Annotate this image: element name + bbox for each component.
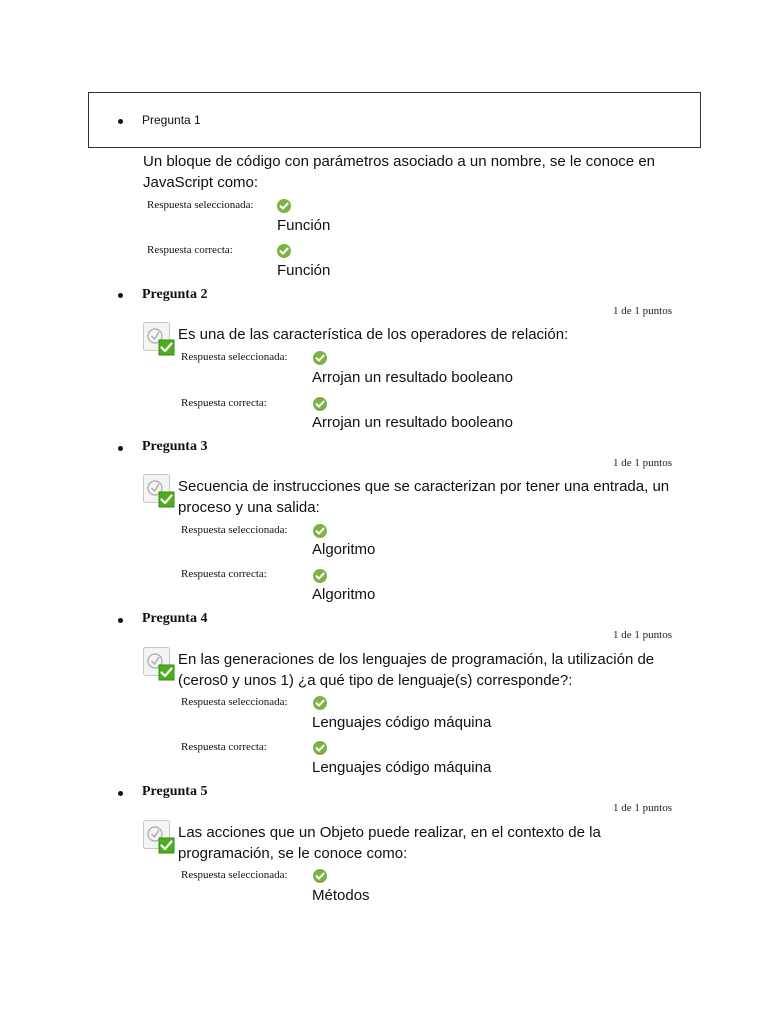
question-3-points: 1 de 1 puntos: [613, 457, 672, 469]
correct-check-icon: [313, 869, 327, 883]
question-1-text: Un bloque de código con parámetros asociado a un nombre, se le conoce en JavaScript como:: [143, 153, 655, 191]
selected-answer-label: Respuesta seleccionada:: [147, 199, 254, 211]
question-2-text: Es una de las característica de los operadores de relación:: [178, 326, 569, 343]
correct-answer-value: Algoritmo: [312, 586, 376, 603]
selected-answer-value: Algoritmo: [312, 541, 376, 558]
question-1-title: Pregunta 1: [142, 113, 201, 127]
selected-answer-value: Función: [277, 217, 331, 234]
question-graded-icon: [143, 647, 175, 681]
question-4-text: En las generaciones de los lenguajes de programación, la utilización de (ceros0 y unos 1) ¿a qué tipo de lenguaje(s) corresponde?:: [178, 651, 655, 689]
question-graded-icon: [143, 474, 175, 508]
question-5-title: Pregunta 5: [142, 784, 208, 799]
selected-answer-value: Métodos: [312, 887, 370, 904]
correct-answer-label: Respuesta correcta:: [181, 397, 267, 409]
bullet: [118, 618, 123, 623]
correct-answer-label: Respuesta correcta:: [147, 244, 233, 256]
correct-answer-label: Respuesta correcta:: [181, 741, 267, 753]
correct-check-icon: [313, 696, 327, 710]
selected-answer-label: Respuesta seleccionada:: [181, 351, 288, 363]
question-3-title: Pregunta 3: [142, 439, 208, 454]
bullet: [118, 791, 123, 796]
correct-answer-label: Respuesta correcta:: [181, 568, 267, 580]
selected-answer-label: Respuesta seleccionada:: [181, 869, 288, 881]
selected-answer-label: Respuesta seleccionada:: [181, 524, 288, 536]
selected-answer-value: Arrojan un resultado booleano: [312, 369, 513, 386]
bullet: [118, 446, 123, 451]
correct-check-icon: [277, 244, 291, 258]
question-2-points: 1 de 1 puntos: [613, 305, 672, 317]
selected-answer-label: Respuesta seleccionada:: [181, 696, 288, 708]
correct-check-icon: [313, 524, 327, 538]
question-graded-icon: [143, 820, 175, 854]
selected-answer-value: Lenguajes código máquina: [312, 714, 492, 731]
correct-check-icon: [313, 397, 327, 411]
correct-check-icon: [313, 351, 327, 365]
question-graded-icon: [143, 322, 175, 356]
correct-answer-value: Función: [277, 262, 331, 279]
question-3-text: Secuencia de instrucciones que se caracterizan por tener una entrada, un proceso y una salida:: [178, 478, 670, 516]
correct-check-icon: [277, 199, 291, 213]
question-5-text: Las acciones que un Objeto puede realizar, en el contexto de la programación, se le conoce como:: [178, 824, 601, 862]
correct-check-icon: [313, 569, 327, 583]
bullet: [118, 293, 123, 298]
question-2-title: Pregunta 2: [142, 287, 208, 302]
correct-check-icon: [313, 741, 327, 755]
question-4-points: 1 de 1 puntos: [613, 629, 672, 641]
correct-answer-value: Arrojan un resultado booleano: [312, 414, 513, 431]
question-5-points: 1 de 1 puntos: [613, 802, 672, 814]
correct-answer-value: Lenguajes código máquina: [312, 759, 492, 776]
question-4-title: Pregunta 4: [142, 611, 208, 626]
bullet: [118, 119, 123, 124]
